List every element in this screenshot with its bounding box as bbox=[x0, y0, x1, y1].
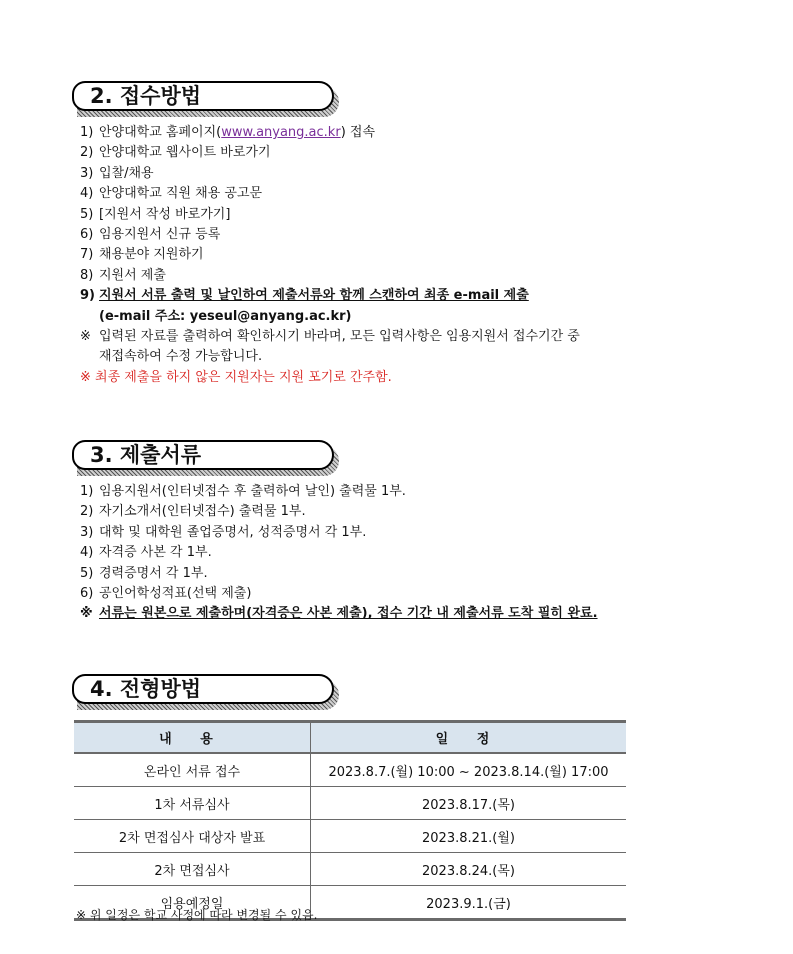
list-item: 4) 자격증 사본 각 1부. bbox=[80, 545, 212, 561]
list-item: 6) 임용지원서 신규 등록 bbox=[80, 227, 221, 243]
table-row: 임용예정일 2023.9.1.(금) bbox=[74, 886, 626, 920]
list-item: 1) 안양대학교 홈페이지(www.anyang.ac.kr) 접속 bbox=[80, 125, 376, 140]
list-item: 2) 자기소개서(인터넷접수) 출력물 1부. bbox=[80, 504, 306, 520]
table-row: 2차 면접심사 2023.8.24.(목) bbox=[74, 853, 626, 886]
header-content: 내 용 bbox=[74, 722, 311, 754]
list-item: 8) 지원서 제출 bbox=[80, 267, 166, 283]
section-2-title: 2. 접수방법 bbox=[72, 81, 334, 111]
list-item-email-submission: 9) 지원서 서류 출력 및 날인하여 제출서류와 함께 스캔하여 최종 e-mail 제출 bbox=[80, 288, 529, 304]
section-3-list bbox=[80, 482, 598, 625]
table-row: 1차 서류심사 2023.8.17.(목) bbox=[74, 787, 626, 820]
section-2-list bbox=[80, 123, 580, 388]
list-item: 5) [지원서 작성 바로가기] bbox=[80, 206, 231, 222]
note-final-submission-warning: ※ 최종 제출을 하지 않은 지원자는 지원 포기로 간주함. bbox=[80, 369, 392, 385]
table-row: 2차 면접심사 대상자 발표 2023.8.21.(월) bbox=[74, 820, 626, 853]
list-item: 2) 안양대학교 웹사이트 바로가기 bbox=[80, 145, 271, 161]
section-4-title: 4. 전형방법 bbox=[72, 674, 334, 704]
note-original-documents: ※ 서류는 원본으로 제출하며(자격증은 사본 제출), 접수 기간 내 제출서류 도착 필히 완료. bbox=[80, 606, 598, 622]
section-3-title: 3. 제출서류 bbox=[72, 440, 334, 470]
schedule-table bbox=[74, 720, 626, 921]
list-item: 3) 대학 및 대학원 졸업증명서, 성적증명서 각 1부. bbox=[80, 524, 367, 540]
table-row: 온라인 서류 접수 2023.8.7.(월) 10:00 ~ 2023.8.14.(월) 17:00 bbox=[74, 753, 626, 787]
email-address-line: (e-mail 주소: yeseul@anyang.ac.kr) bbox=[99, 308, 352, 324]
header-schedule: 일 정 bbox=[311, 722, 627, 754]
list-item: 4) 안양대학교 직원 채용 공고문 bbox=[80, 186, 263, 202]
list-item: 1) 임용지원서(인터넷접수 후 출력하여 날인) 출력물 1부. bbox=[80, 484, 406, 499]
list-item: 3) 입찰/채용 bbox=[80, 165, 154, 181]
table-header-row bbox=[74, 722, 626, 754]
note-edit-info-cont: 재접속하여 수정 가능합니다. bbox=[99, 349, 263, 365]
list-item: 6) 공인어학성적표(선택 제출) bbox=[80, 586, 252, 602]
section-4-header bbox=[72, 674, 334, 704]
homepage-link[interactable]: www.anyang.ac.kr bbox=[221, 125, 341, 140]
list-item: 5) 경력증명서 각 1부. bbox=[80, 565, 208, 581]
section-2-header bbox=[72, 81, 334, 111]
list-item: 7) 채용분야 지원하기 bbox=[80, 247, 204, 263]
schedule-footnote: ※ 위 일정은 학교 사정에 따라 변경될 수 있음. bbox=[76, 908, 318, 922]
note-edit-info: ※ 입력된 자료를 출력하여 확인하시기 바라며, 모든 입력사항은 임용지원서 접수기간 중 bbox=[80, 329, 580, 345]
section-3-header bbox=[72, 440, 334, 470]
